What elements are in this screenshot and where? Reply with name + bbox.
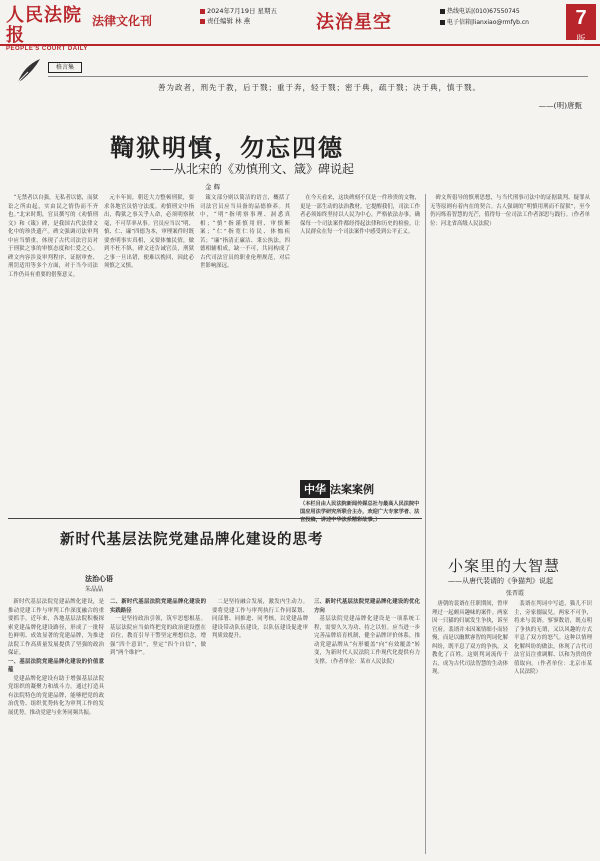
main-article-subtitle: ——从北宋的《劝慎刑文、箴》碑说起 <box>150 162 355 176</box>
paragraph: 在今天看来，这块碑刻不仅是一件珍贵的文物，更是一部生动的法治教材。它提醒我们，司法工作者必须始终坚持以人民为中心，严格依法办事，确保每一个司法案件都经得起法律和历史的检验，让人民群众在每一个司法案件中感受到公平正义。 <box>300 195 420 235</box>
right-article-subtitle: ——从唐代裴谞的《争猫判》说起 <box>448 577 553 585</box>
right-article-author: 张晋霞 <box>506 590 525 597</box>
paragraph: 新时代基层法院党建品牌化建设，是推动党建工作与审判工作深度融合的重要抓手。近年来，各地基层法院积极探索党建品牌化建设路径，形成了一批特色鲜明、成效显著的党建品牌，为推进法院工作高质量发展提供了坚强的政治保证。 <box>8 599 104 656</box>
bottom-article-col-2 <box>110 598 206 854</box>
editor: 责任编辑 林 燕 <box>207 17 251 25</box>
paragraph: 基层法院党建品牌化建设是一项系统工程，需要久久为功、持之以恒。应当进一步完善品牌培育机制，健全品牌评价体系，推动党建品牌从“有形覆盖”向“有效覆盖”转变，为新时代人民法院工作现代化提供有力支撑。（作者单位：某市人民法院） <box>314 616 420 665</box>
paragraph: 党建品牌化建设有助于增强基层法院党组织的凝聚力和战斗力。通过打造具有法院特色的党建品牌，能够把党的政治优势、组织优势转化为审判工作的发展优势，推动党建与业务同频共振。 <box>8 675 104 716</box>
page-label: 版 <box>576 34 586 44</box>
main-article-author: 金 辉 <box>205 183 221 191</box>
bottom-article-byline <box>85 574 113 593</box>
email: 电子信箱|lianxiao@rmfyb.cn <box>447 19 529 26</box>
page-number: 7 <box>575 7 587 29</box>
date-block <box>200 6 310 26</box>
paragraph: 碑文所倡导的慎刑思想，与当代刑事司法中的证据裁判、疑罪从无等原则有着内在的契合。古人强调的“明慎用刑而不留狱”，至今仍闪烁着智慧的光芒，值得每一位司法工作者深思与践行。（作者单位：河北省高级人民法院） <box>430 195 590 227</box>
quote-text: 善为政者，刑先于教，后于戮；重于奔，轻于戮；密于典，疏于戮；决于典，慎于戮。 <box>158 83 481 92</box>
main-article-col-4 <box>300 194 420 474</box>
right-article-col-1 <box>432 600 508 854</box>
section-divider <box>8 518 422 519</box>
bottom-article-col-4 <box>314 598 420 854</box>
quill-pen-icon <box>14 56 44 86</box>
square-bullet-icon <box>200 19 205 24</box>
section-name: 法治星空 <box>316 12 392 33</box>
masthead <box>0 0 600 52</box>
case-banner-right: 法案案例 <box>330 483 374 496</box>
paragraph: 一是坚持政治引领，筑牢思想根基。基层法院应当始终把党的政治建设摆在首位，教育引导干警坚定理想信念，增强“四个意识”，坚定“四个自信”，做到“两个维护”。 <box>110 616 206 656</box>
main-article-col-1 <box>8 194 98 514</box>
square-bullet-icon <box>440 20 445 25</box>
paragraph: 箴文部分则以简洁的语言，概括了司法官员应当具备的品德修养。其中，“明”指明察事理、洞悉真相；“慎”指谨慎用刑、审慎断案；“仁”指宽仁待民、体恤疾苦；“廉”指清正廉洁、秉公执法。四德相辅相成，缺一不可，共同构成了古代司法官员的职业伦理规范，对后世影响深远。 <box>200 195 290 269</box>
square-bullet-icon <box>200 9 205 14</box>
main-article-col-5 <box>430 194 590 544</box>
sub-brand: 法律文化刊 <box>92 14 153 28</box>
newspaper-logo <box>6 5 90 52</box>
contact-block <box>440 6 560 28</box>
section-heading: 二、新时代基层法院党建品牌化建设的实践路径 <box>110 599 206 614</box>
main-article-col-3 <box>200 194 290 514</box>
quote-author: ——(明)唐甄 <box>538 101 582 110</box>
case-description: （本栏目由人民法院新闻传媒总社与最高人民法院中国应用法学研究所联合主办，欢迎广大专家学者、法官投稿，讲述中华法系精彩故事。） <box>300 501 420 523</box>
issue-date: 2024年7月19日 星期五 <box>207 7 278 15</box>
paragraph: 唐朝的裴谞在任职期间，曾审理过一起颇具趣味的案件。两家因一只猫的归属发生争执，诉至官府。裴谞并未因案情细小而轻慢，而是以幽默睿智的判词化解纠纷，既平息了双方的争执，又教化了百姓。这则判词流传千古，成为古代司法智慧的生动体现。 <box>432 601 508 675</box>
section-heading: 一、基层法院党建品牌化建设的价值意蕴 <box>8 658 104 673</box>
quote-tag: 格言集 <box>48 62 82 73</box>
bottom-article-col-1 <box>8 598 104 854</box>
column-divider <box>425 194 426 854</box>
paragraph: “无禁者以自强，无私者以德，而狱讼之所由起，实由民之情伪而不齐也。”北宋时期，官员撰写的《劝慎刑文》和《箴》碑，是我国古代法律文化中的珍贵遗产。碑文强调司法审判中应当慎重，体现了古代司法官员对于刑狱之事的审慎态度和仁爱之心。碑文内容涉及审判程序、证据审查、刑罚适用等多个方面，对于当今司法工作仍具有重要的借鉴意义。 <box>8 195 98 278</box>
bottom-article-title: 新时代基层法院党建品牌化建设的思考 <box>60 531 324 548</box>
paragraph: 二是坚持融合发展，激发内生动力。要将党建工作与审判执行工作同谋划、同部署、同推进、同考核，以党建品牌建设带动队伍建设，以队伍建设促进审判质效提升。 <box>212 599 308 639</box>
logo-english: PEOPLE'S COURT DAILY <box>6 46 88 52</box>
main-article-col-2 <box>104 194 194 514</box>
bottom-article-author: 朱晶晶 <box>85 586 104 593</box>
right-article-col-2 <box>514 600 592 854</box>
main-article-title: 鞫狱明慎，勿忘四德 <box>110 133 344 162</box>
page-number-badge <box>566 4 596 44</box>
case-banner <box>300 478 420 496</box>
paragraph: 元丰年间，朝廷大力整顿刑狱，要求各地官员恪守法度。劝慎刑文中指出，鞫狱之事关乎人命，必须明察秋毫，不可草率从事。官员应当以“明、慎、仁、廉”四德为本，审理案件时既要查明事实真相，又要体恤民情，做到不枉不纵。碑文还告诫官员，刑狱之事一旦出错，便难以挽回，因此必须慎之又慎。 <box>104 195 194 269</box>
logo-text: 人民法院报 <box>6 5 82 46</box>
bottom-article-col-3 <box>212 598 308 854</box>
paragraph: 裴谞在判词中写道，猫儿不识主，旁家搦鼠兒，两家不可争，将来与裴谞。寥寥数语，既点明了争执的无谓，又以风趣的方式平息了双方的怒气。这种以情理化解纠纷的做法，体现了古代司法官员注重调解、以和为贵的价值取向。（作者单位：北京市某人民法院） <box>514 601 592 675</box>
column-tag: 法治心语 <box>85 574 113 583</box>
case-banner-left: 中华 <box>300 480 330 498</box>
section-heading: 三、新时代基层法院党建品牌化建设的优化方向 <box>314 599 420 614</box>
quote-section <box>8 52 592 124</box>
square-bullet-icon <box>440 9 445 14</box>
divider <box>48 76 588 77</box>
hotline: 热线电话|(010)67550745 <box>447 8 520 15</box>
right-article-title: 小案里的大智慧 <box>448 557 561 575</box>
